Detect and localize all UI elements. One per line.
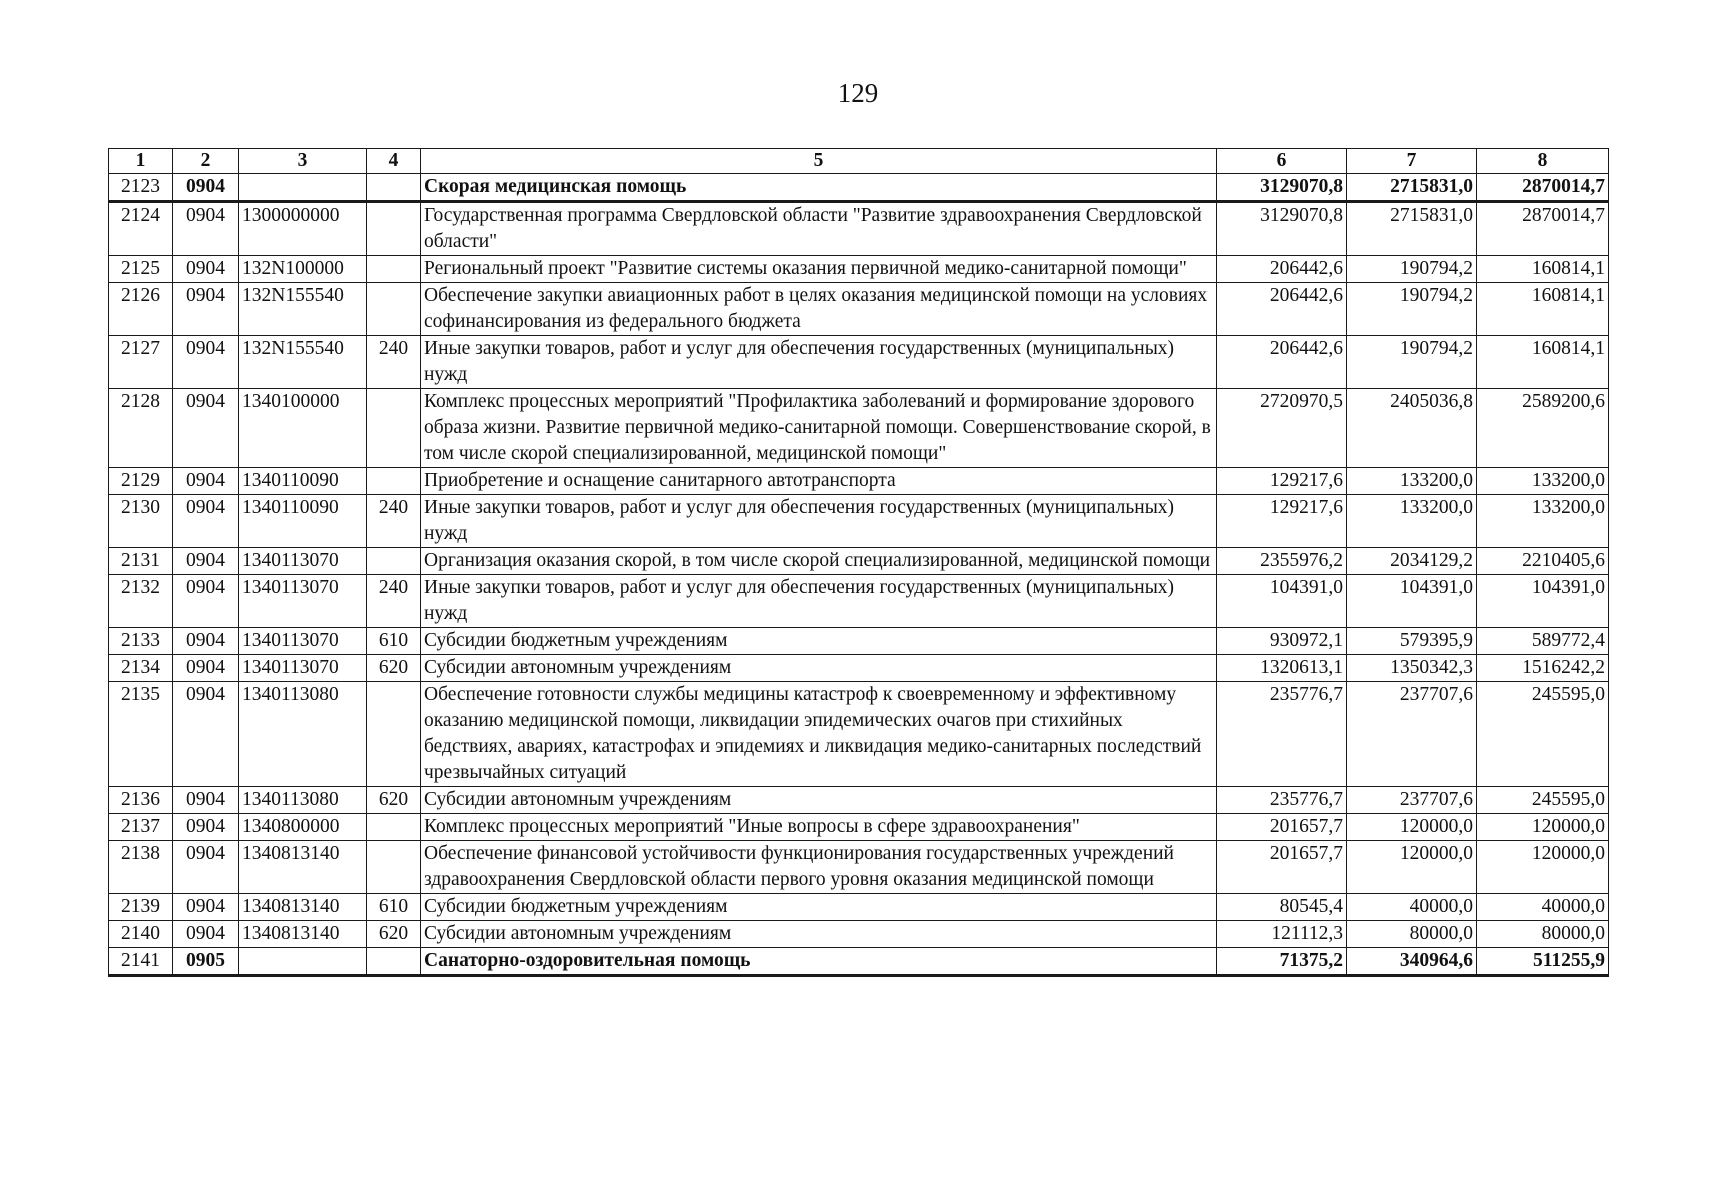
- item-name-cell: Обеспечение финансовой устойчивости функционирования государственных учреждений здравоохранения Свердловской области первого уровня оказания медицинской помощи: [421, 841, 1217, 894]
- header-cell-2: 2: [173, 149, 239, 174]
- target-article-cell: 1340113070: [239, 628, 367, 655]
- target-article-cell: 1340113080: [239, 682, 367, 787]
- amount-col7-cell: 340964,6: [1347, 948, 1477, 976]
- amount-col6-cell: 2720970,5: [1217, 389, 1347, 468]
- section-code-cell: 0904: [173, 389, 239, 468]
- row-number-cell: 2123: [109, 174, 173, 202]
- row-number-cell: 2133: [109, 628, 173, 655]
- amount-col8-cell: 133200,0: [1477, 468, 1609, 495]
- amount-col7-cell: 2405036,8: [1347, 389, 1477, 468]
- target-article-cell: 1340813140: [239, 921, 367, 948]
- table-row: [109, 336, 1609, 389]
- target-article-cell: 1340113070: [239, 655, 367, 682]
- amount-col6-cell: 71375,2: [1217, 948, 1347, 976]
- target-article-cell: 1340110090: [239, 495, 367, 548]
- row-number-cell: 2125: [109, 256, 173, 283]
- table-row: [109, 202, 1609, 256]
- expense-type-cell: [367, 256, 421, 283]
- section-code-cell: 0904: [173, 575, 239, 628]
- expense-type-cell: 620: [367, 921, 421, 948]
- amount-col8-cell: 160814,1: [1477, 283, 1609, 336]
- item-name-cell: Обеспечение закупки авиационных работ в целях оказания медицинской помощи на условиях софинансирования из федерального бюджета: [421, 283, 1217, 336]
- expense-type-cell: [367, 682, 421, 787]
- amount-col6-cell: 206442,6: [1217, 283, 1347, 336]
- table-row: [109, 814, 1609, 841]
- amount-col8-cell: 245595,0: [1477, 682, 1609, 787]
- item-name-cell: Субсидии автономным учреждениям: [421, 787, 1217, 814]
- amount-col7-cell: 2715831,0: [1347, 202, 1477, 256]
- target-article-cell: [239, 174, 367, 202]
- amount-col7-cell: 237707,6: [1347, 787, 1477, 814]
- row-number-cell: 2126: [109, 283, 173, 336]
- amount-col6-cell: 104391,0: [1217, 575, 1347, 628]
- item-name-cell: Скорая медицинская помощь: [421, 174, 1217, 202]
- item-name-cell: Иные закупки товаров, работ и услуг для обеспечения государственных (муниципальных) нужд: [421, 495, 1217, 548]
- expense-type-cell: 620: [367, 787, 421, 814]
- row-number-cell: 2124: [109, 202, 173, 256]
- amount-col8-cell: 120000,0: [1477, 841, 1609, 894]
- table-row: [109, 468, 1609, 495]
- section-code-cell: 0904: [173, 468, 239, 495]
- item-name-cell: Приобретение и оснащение санитарного автотранспорта: [421, 468, 1217, 495]
- section-code-cell: 0904: [173, 921, 239, 948]
- amount-col8-cell: 2870014,7: [1477, 174, 1609, 202]
- table-body: [109, 174, 1609, 976]
- target-article-cell: 1340113080: [239, 787, 367, 814]
- section-code-cell: 0904: [173, 894, 239, 921]
- target-article-cell: 132N155540: [239, 283, 367, 336]
- amount-col8-cell: 120000,0: [1477, 814, 1609, 841]
- amount-col7-cell: 120000,0: [1347, 841, 1477, 894]
- amount-col8-cell: 589772,4: [1477, 628, 1609, 655]
- table-row: [109, 256, 1609, 283]
- header-cell-6: 6: [1217, 149, 1347, 174]
- expense-type-cell: [367, 948, 421, 976]
- expense-type-cell: [367, 548, 421, 575]
- amount-col7-cell: 104391,0: [1347, 575, 1477, 628]
- section-code-cell: 0904: [173, 174, 239, 202]
- target-article-cell: 1340813140: [239, 894, 367, 921]
- amount-col6-cell: 235776,7: [1217, 682, 1347, 787]
- expense-type-cell: [367, 841, 421, 894]
- row-number-cell: 2127: [109, 336, 173, 389]
- target-article-cell: 1340113070: [239, 548, 367, 575]
- amount-col8-cell: 511255,9: [1477, 948, 1609, 976]
- section-code-cell: 0904: [173, 336, 239, 389]
- amount-col6-cell: 2355976,2: [1217, 548, 1347, 575]
- item-name-cell: Комплекс процессных мероприятий "Профилактика заболеваний и формирование здорового образа жизни. Развитие первичной медико-санитарной помощи. Совершенствование скорой, в том числе скорой специализированной, медицинской помощи": [421, 389, 1217, 468]
- table-row: [109, 655, 1609, 682]
- expense-type-cell: 610: [367, 894, 421, 921]
- expense-type-cell: [367, 814, 421, 841]
- row-number-cell: 2140: [109, 921, 173, 948]
- item-name-cell: Иные закупки товаров, работ и услуг для обеспечения государственных (муниципальных) нужд: [421, 575, 1217, 628]
- target-article-cell: 1340813140: [239, 841, 367, 894]
- amount-col7-cell: 2715831,0: [1347, 174, 1477, 202]
- expense-type-cell: 240: [367, 575, 421, 628]
- expense-type-cell: 610: [367, 628, 421, 655]
- table-row: [109, 787, 1609, 814]
- amount-col7-cell: 2034129,2: [1347, 548, 1477, 575]
- header-cell-3: 3: [239, 149, 367, 174]
- amount-col8-cell: 1516242,2: [1477, 655, 1609, 682]
- section-code-cell: 0904: [173, 283, 239, 336]
- section-code-cell: 0904: [173, 548, 239, 575]
- amount-col6-cell: 3129070,8: [1217, 202, 1347, 256]
- amount-col6-cell: 129217,6: [1217, 468, 1347, 495]
- amount-col8-cell: 2589200,6: [1477, 389, 1609, 468]
- budget-table: [108, 148, 1609, 977]
- item-name-cell: Субсидии бюджетным учреждениям: [421, 628, 1217, 655]
- amount-col6-cell: 201657,7: [1217, 841, 1347, 894]
- header-cell-1: 1: [109, 149, 173, 174]
- item-name-cell: Региональный проект "Развитие системы оказания первичной медико-санитарной помощи": [421, 256, 1217, 283]
- page-number: 129: [837, 78, 879, 108]
- amount-col6-cell: 235776,7: [1217, 787, 1347, 814]
- expense-type-cell: [367, 174, 421, 202]
- amount-col7-cell: 190794,2: [1347, 336, 1477, 389]
- section-code-cell: 0905: [173, 948, 239, 976]
- amount-col8-cell: 2870014,7: [1477, 202, 1609, 256]
- amount-col6-cell: 121112,3: [1217, 921, 1347, 948]
- row-number-cell: 2141: [109, 948, 173, 976]
- target-article-cell: 1340800000: [239, 814, 367, 841]
- section-code-cell: 0904: [173, 814, 239, 841]
- item-name-cell: Организация оказания скорой, в том числе скорой специализированной, медицинской помощи: [421, 548, 1217, 575]
- target-article-cell: 1300000000: [239, 202, 367, 256]
- amount-col6-cell: 80545,4: [1217, 894, 1347, 921]
- table-row: [109, 174, 1609, 202]
- section-code-cell: 0904: [173, 256, 239, 283]
- table-row: [109, 283, 1609, 336]
- amount-col6-cell: 3129070,8: [1217, 174, 1347, 202]
- section-code-cell: 0904: [173, 655, 239, 682]
- section-code-cell: 0904: [173, 202, 239, 256]
- section-code-cell: 0904: [173, 682, 239, 787]
- amount-col6-cell: 206442,6: [1217, 256, 1347, 283]
- table-row: [109, 921, 1609, 948]
- amount-col6-cell: 206442,6: [1217, 336, 1347, 389]
- expense-type-cell: [367, 283, 421, 336]
- target-article-cell: 132N100000: [239, 256, 367, 283]
- amount-col7-cell: 1350342,3: [1347, 655, 1477, 682]
- row-number-cell: 2130: [109, 495, 173, 548]
- table-row: [109, 389, 1609, 468]
- header-cell-5: 5: [421, 149, 1217, 174]
- amount-col8-cell: 104391,0: [1477, 575, 1609, 628]
- target-article-cell: 132N155540: [239, 336, 367, 389]
- row-number-cell: 2135: [109, 682, 173, 787]
- amount-col7-cell: 133200,0: [1347, 495, 1477, 548]
- amount-col8-cell: 40000,0: [1477, 894, 1609, 921]
- expense-type-cell: 620: [367, 655, 421, 682]
- amount-col7-cell: 579395,9: [1347, 628, 1477, 655]
- item-name-cell: Субсидии автономным учреждениям: [421, 655, 1217, 682]
- target-article-cell: 1340113070: [239, 575, 367, 628]
- header-cell-8: 8: [1477, 149, 1609, 174]
- target-article-cell: 1340100000: [239, 389, 367, 468]
- amount-col7-cell: 80000,0: [1347, 921, 1477, 948]
- target-article-cell: 1340110090: [239, 468, 367, 495]
- table-row: [109, 548, 1609, 575]
- table-row: [109, 841, 1609, 894]
- amount-col8-cell: 80000,0: [1477, 921, 1609, 948]
- item-name-cell: Субсидии автономным учреждениям: [421, 921, 1217, 948]
- section-code-cell: 0904: [173, 495, 239, 548]
- amount-col6-cell: 129217,6: [1217, 495, 1347, 548]
- item-name-cell: Санаторно-оздоровительная помощь: [421, 948, 1217, 976]
- item-name-cell: Обеспечение готовности службы медицины катастроф к своевременному и эффективному оказанию медицинской помощи, ликвидации эпидемических очагов при стихийных бедствиях, авариях, катастрофах и эпидемиях и ликвидация медико-санитарных последствий чрезвычайных ситуаций: [421, 682, 1217, 787]
- row-number-cell: 2132: [109, 575, 173, 628]
- expense-type-cell: [367, 202, 421, 256]
- table-row: [109, 575, 1609, 628]
- row-number-cell: 2128: [109, 389, 173, 468]
- row-number-cell: 2131: [109, 548, 173, 575]
- row-number-cell: 2136: [109, 787, 173, 814]
- item-name-cell: Иные закупки товаров, работ и услуг для обеспечения государственных (муниципальных) нужд: [421, 336, 1217, 389]
- amount-col7-cell: 190794,2: [1347, 256, 1477, 283]
- row-number-cell: 2134: [109, 655, 173, 682]
- amount-col6-cell: 201657,7: [1217, 814, 1347, 841]
- table-row: [109, 948, 1609, 976]
- item-name-cell: Государственная программа Свердловской области "Развитие здравоохранения Свердловской области": [421, 202, 1217, 256]
- target-article-cell: [239, 948, 367, 976]
- expense-type-cell: [367, 389, 421, 468]
- section-code-cell: 0904: [173, 787, 239, 814]
- amount-col7-cell: 237707,6: [1347, 682, 1477, 787]
- amount-col8-cell: 133200,0: [1477, 495, 1609, 548]
- section-code-cell: 0904: [173, 841, 239, 894]
- expense-type-cell: [367, 468, 421, 495]
- item-name-cell: Комплекс процессных мероприятий "Иные вопросы в сфере здравоохранения": [421, 814, 1217, 841]
- amount-col7-cell: 190794,2: [1347, 283, 1477, 336]
- amount-col8-cell: 160814,1: [1477, 256, 1609, 283]
- amount-col8-cell: 2210405,6: [1477, 548, 1609, 575]
- row-number-cell: 2138: [109, 841, 173, 894]
- table-row: [109, 682, 1609, 787]
- amount-col7-cell: 40000,0: [1347, 894, 1477, 921]
- section-code-cell: 0904: [173, 628, 239, 655]
- expense-type-cell: 240: [367, 495, 421, 548]
- table-row: [109, 894, 1609, 921]
- header-cell-7: 7: [1347, 149, 1477, 174]
- row-number-cell: 2129: [109, 468, 173, 495]
- row-number-cell: 2137: [109, 814, 173, 841]
- amount-col8-cell: 245595,0: [1477, 787, 1609, 814]
- item-name-cell: Субсидии бюджетным учреждениям: [421, 894, 1217, 921]
- amount-col6-cell: 1320613,1: [1217, 655, 1347, 682]
- table-row: [109, 628, 1609, 655]
- amount-col7-cell: 120000,0: [1347, 814, 1477, 841]
- amount-col6-cell: 930972,1: [1217, 628, 1347, 655]
- table-row: [109, 495, 1609, 548]
- header-cell-4: 4: [367, 149, 421, 174]
- amount-col8-cell: 160814,1: [1477, 336, 1609, 389]
- row-number-cell: 2139: [109, 894, 173, 921]
- amount-col7-cell: 133200,0: [1347, 468, 1477, 495]
- expense-type-cell: 240: [367, 336, 421, 389]
- table-header-row: [109, 149, 1609, 174]
